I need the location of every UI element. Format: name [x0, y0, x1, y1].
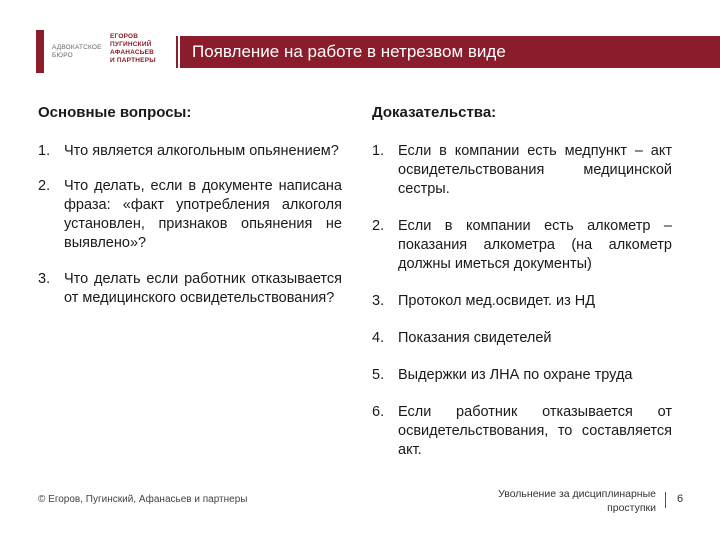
- list-item: [372, 403, 672, 460]
- logo-left-line: БЮРО: [52, 52, 73, 59]
- item-number: 2.: [372, 218, 385, 234]
- logo-right-line: АФАНАСЬЕВ: [110, 49, 155, 56]
- logo-right-line: ЕГОРОВ: [110, 33, 139, 40]
- company-logo: [36, 30, 166, 75]
- logo-mark: [36, 30, 44, 73]
- slide-title: Появление на работе в нетрезвом виде: [178, 36, 720, 68]
- item-text: Если в компании есть медпункт – акт освидетельствования медицинской сестры.: [398, 143, 672, 197]
- list-item: [372, 329, 672, 348]
- questions-list: [38, 142, 342, 308]
- logo-text-right: [110, 33, 156, 65]
- list-item: [38, 270, 342, 308]
- footer-section-title: Увольнение за дисциплинарные проступки: [498, 488, 656, 514]
- item-number: 1.: [372, 143, 385, 159]
- item-text: Если работник отказывается от освидетельствования, то составляется акт.: [398, 404, 672, 458]
- item-number: 2.: [38, 178, 51, 194]
- footer-copyright: © Егоров, Пугинский, Афанасьев и партнеры: [38, 494, 248, 505]
- list-item: [372, 292, 672, 311]
- item-text: Что делать, если в документе написана фраза: «факт употребления алкоголя установлен, признаков опьянения не выявлено»?: [64, 178, 342, 251]
- logo-text-left: [52, 44, 102, 60]
- list-item: [38, 177, 342, 253]
- logo-left-line: АДВОКАТСКОЕ: [52, 44, 102, 51]
- item-number: 3.: [38, 271, 51, 287]
- item-text: Выдержки из ЛНА по охране труда: [398, 367, 633, 383]
- item-number: 1.: [38, 143, 51, 159]
- page-number: 6: [677, 493, 684, 505]
- list-item: [372, 366, 672, 385]
- item-text: Что является алкогольным опьянением?: [64, 143, 339, 159]
- questions-heading: Основные вопросы:: [38, 104, 192, 121]
- list-item: [38, 142, 342, 161]
- item-text: Если в компании есть алкометр – показания алкометра (на алкометр должны иметься документы): [398, 218, 672, 272]
- item-number: 6.: [372, 404, 385, 420]
- item-number: 3.: [372, 293, 385, 309]
- logo-right-line: ПУГИНСКИЙ: [110, 41, 152, 48]
- list-item: [372, 217, 672, 274]
- list-item: [372, 142, 672, 199]
- evidence-heading: Доказательства:: [372, 104, 497, 121]
- item-text: Показания свидетелей: [398, 330, 552, 346]
- item-text: Что делать если работник отказывается от медицинского освидетельствования?: [64, 271, 342, 306]
- item-text: Протокол мед.освидет. из НД: [398, 293, 596, 309]
- logo-right-line: И ПАРТНЕРЫ: [110, 57, 156, 64]
- footer-divider: [665, 492, 666, 508]
- evidence-list: [372, 142, 672, 460]
- item-number: 5.: [372, 367, 385, 383]
- item-number: 4.: [372, 330, 385, 346]
